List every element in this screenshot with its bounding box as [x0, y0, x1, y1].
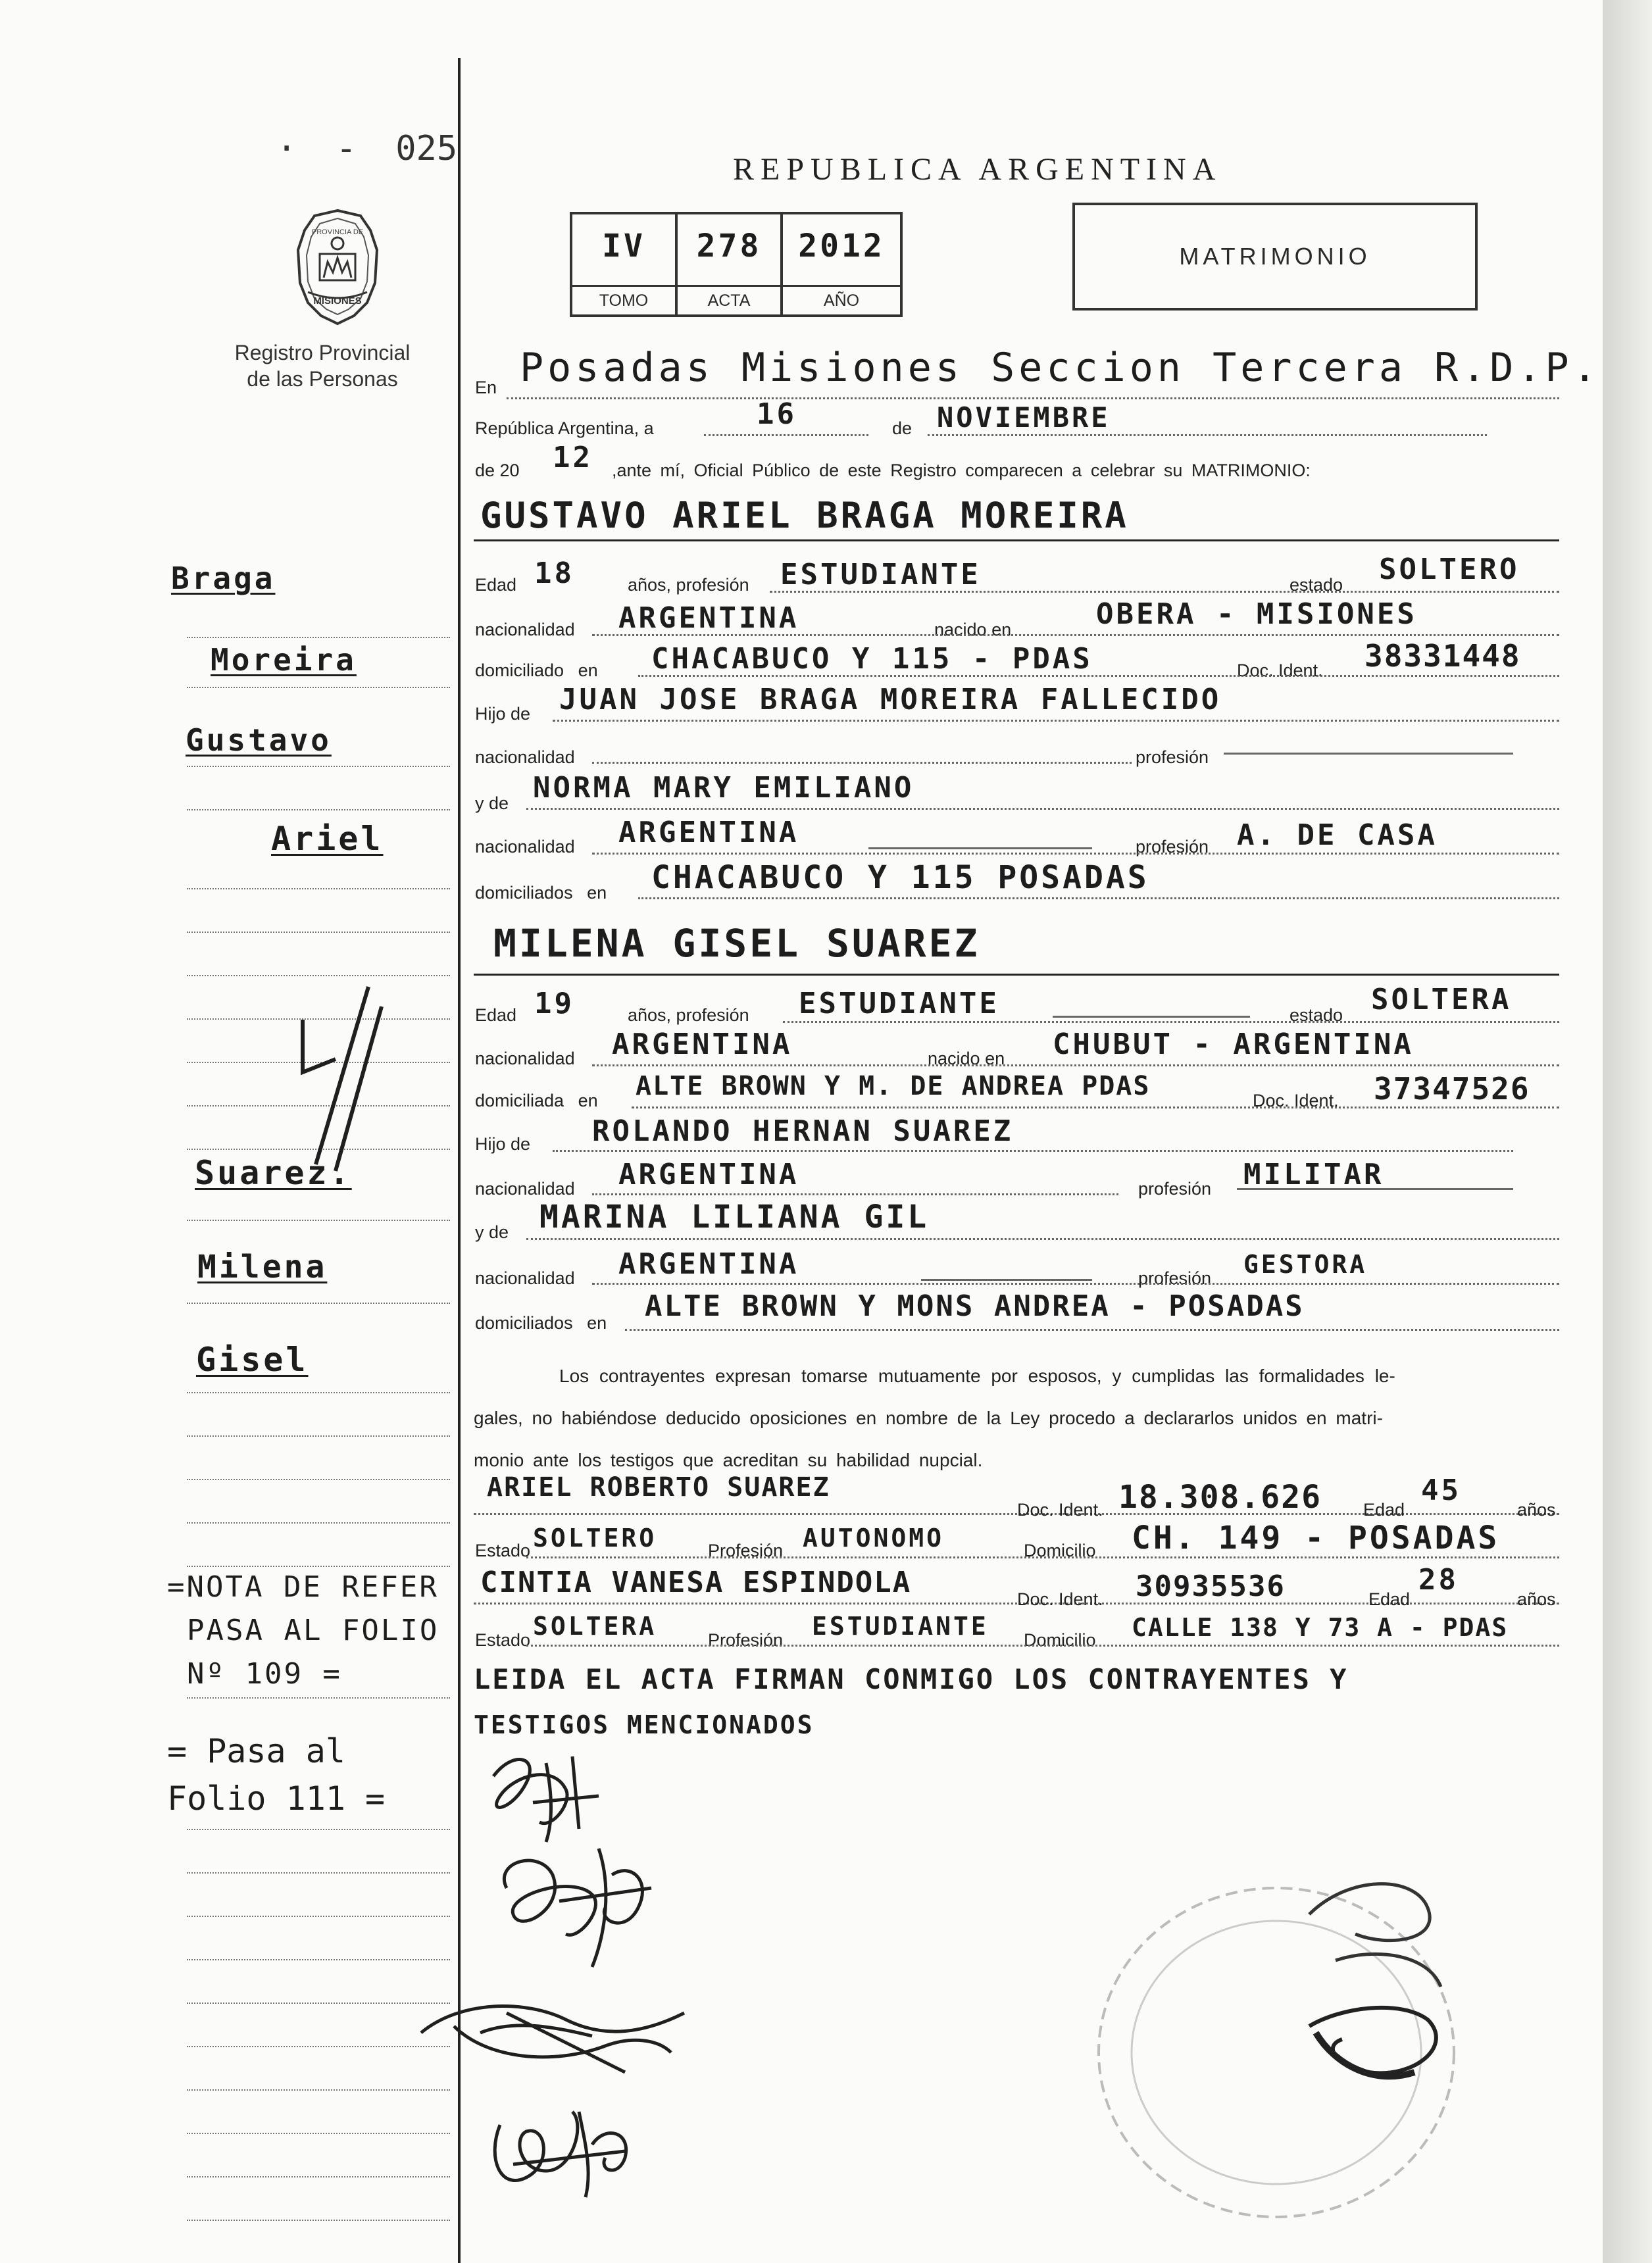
margin-note-2	[167, 1728, 385, 1822]
bride-padres-dom-value: ALTE BROWN Y MONS ANDREA - POSADAS	[645, 1289, 1305, 1323]
margin-rule	[187, 1479, 450, 1480]
declaration-line-3: monio ante los testigos que acreditan su habilidad nupcial.	[474, 1450, 983, 1470]
dotted-line	[592, 1064, 1559, 1066]
bride-nacido-label: nacido en	[928, 1049, 1005, 1068]
margin-note-line-2: PASA AL FOLIO	[187, 1614, 439, 1647]
groom-nacido-label: nacido en	[934, 620, 1012, 639]
margin-rule	[187, 766, 450, 767]
signature-3	[408, 1974, 697, 2085]
dotted-line	[592, 1283, 1559, 1285]
witness2-profesion-label: Profesión	[708, 1630, 784, 1650]
document-type: MATRIMONIO	[1179, 243, 1371, 270]
margin-rule	[187, 2046, 450, 2047]
registry-name	[197, 339, 447, 392]
dotted-line	[526, 1645, 1559, 1647]
groom-domicilio-value: CHACABUCO Y 115 - PDAS	[651, 642, 1093, 676]
dotted-line	[704, 434, 868, 436]
margin-note-line-5: Folio 111 =	[167, 1779, 386, 1818]
witness1-edad-value: 45	[1421, 1474, 1461, 1507]
groom-hijo-label: Hijo de	[475, 704, 531, 724]
margin-bracket-mark	[276, 980, 395, 1178]
witness2-domicilio-value: CALLE 138 Y 73 A - PDAS	[1132, 1613, 1509, 1642]
margin-note-line-4: = Pasa al	[167, 1732, 345, 1770]
groom-padres-dom-label: domiciliados en	[475, 883, 607, 903]
dotted-line	[553, 720, 1559, 722]
bride-padre-nac-label: nacionalidad	[475, 1179, 575, 1199]
dotted-line	[928, 434, 1487, 436]
bride-edad-label: Edad	[475, 1005, 517, 1025]
margin-rule	[187, 1435, 450, 1437]
bride-madre-prof-value: GESTORA	[1243, 1250, 1368, 1279]
groom-edad-label: Edad	[475, 575, 517, 595]
declaration-text	[474, 1355, 1559, 1481]
margin-rule	[187, 1697, 450, 1699]
dotted-line	[868, 847, 1092, 849]
dotted-line	[1224, 753, 1513, 755]
document-type-box	[1072, 203, 1478, 311]
dotted-line	[507, 397, 1559, 399]
margin-rule	[187, 687, 450, 688]
margin-rule	[187, 2002, 450, 2004]
bride-nacionalidad-value: ARGENTINA	[612, 1028, 793, 1061]
groom-padre-nac-label: nacionalidad	[475, 747, 575, 767]
witness2-edad-value: 28	[1418, 1563, 1459, 1597]
bride-doc-value: 37347526	[1374, 1071, 1530, 1107]
tomo-cell	[572, 214, 678, 314]
margin-name-1: Gustavo	[186, 722, 332, 758]
margin-rule	[187, 1303, 450, 1304]
dotted-line	[921, 1279, 1092, 1281]
page-number: · - 025	[276, 129, 458, 168]
dotted-line	[526, 808, 1559, 810]
witness2-name: CINTIA VANESA ESPINDOLA	[480, 1566, 912, 1599]
seal-label-bottom: MISIONES	[313, 295, 362, 307]
bride-padre-prof-label: profesión	[1138, 1179, 1212, 1199]
groom-madre-prof-label: profesión	[1136, 837, 1209, 857]
bride-padre-value: ROLANDO HERNAN SUAREZ	[592, 1114, 1014, 1148]
groom-yde-label: y de	[475, 793, 509, 813]
groom-doc-label: Doc. Ident.	[1237, 660, 1323, 680]
bride-padre-nac-value: ARGENTINA	[618, 1158, 799, 1191]
registry-line-2: de las Personas	[247, 367, 398, 391]
bride-padres-dom-label: domiciliados en	[475, 1313, 607, 1333]
witness1-domicilio-label: Domicilio	[1024, 1541, 1096, 1560]
dotted-line	[474, 974, 1559, 976]
year-prefix-label: de 20	[475, 460, 520, 480]
bride-nacionalidad-label: nacionalidad	[475, 1049, 575, 1068]
witness1-doc-label: Doc. Ident.	[1017, 1500, 1103, 1520]
groom-padres-dom-value: CHACABUCO Y 115 POSADAS	[651, 859, 1149, 896]
groom-madre-nac-label: nacionalidad	[475, 837, 575, 857]
margin-rule	[187, 1522, 450, 1524]
declaration-line-1: Los contrayentes expresan tomarse mutuamente por esposos, y cumplidas las formalidades le-	[559, 1366, 1395, 1386]
margin-rule	[187, 2220, 450, 2221]
dotted-line	[625, 1329, 1559, 1331]
groom-doc-value: 38331448	[1364, 638, 1521, 674]
groom-profesion-value: ESTUDIANTE	[780, 558, 981, 591]
groom-full-name: GUSTAVO ARIEL BRAGA MOREIRA	[480, 495, 1129, 536]
groom-padre-value: JUAN JOSE BRAGA MOREIRA FALLECIDO	[559, 683, 1222, 716]
dotted-line	[638, 675, 1559, 677]
groom-edad-value: 18	[534, 557, 574, 590]
margin-rule	[187, 1392, 450, 1393]
groom-estado-label: estado	[1289, 575, 1343, 595]
statement-text: ,ante mí, Oficial Público de este Registro comparecen a celebrar su MATRIMONIO:	[612, 460, 1311, 480]
closing-line-1: LEIDA EL ACTA FIRMAN CONMIGO LOS CONTRAYENTES Y	[474, 1663, 1349, 1695]
seal-label-top: PROVINCIA DE	[311, 228, 364, 236]
bride-full-name: MILENA GISEL SUAREZ	[493, 921, 980, 966]
witness1-profesion-value: AUTONOMO	[803, 1524, 945, 1553]
margin-rule	[187, 932, 450, 933]
bride-estado-label: estado	[1289, 1005, 1343, 1025]
witness2-edad-label: Edad	[1368, 1589, 1411, 1609]
margin-divider	[458, 58, 461, 2263]
dotted-line	[474, 539, 1559, 541]
margin-surname-1: Braga	[171, 560, 276, 596]
page-edge	[1603, 0, 1652, 2263]
signature-4	[474, 2085, 645, 2204]
dotted-line	[632, 1107, 1559, 1108]
witness1-estado-label: Estado	[475, 1541, 531, 1560]
ano-value: 2012	[798, 228, 885, 264]
acta-cell	[678, 214, 783, 314]
margin-rule	[187, 1829, 450, 1830]
groom-padre-prof-label: profesión	[1136, 747, 1209, 767]
dotted-line	[553, 1150, 1513, 1152]
witness2-anos-label: años	[1517, 1589, 1556, 1609]
closing-line-2: TESTIGOS MENCIONADOS	[474, 1710, 814, 1739]
republica-label: República Argentina, a	[475, 418, 654, 438]
dotted-line	[592, 1193, 1118, 1195]
signature-2	[480, 1835, 678, 1980]
dotted-line	[1237, 1188, 1513, 1190]
registry-line-1: Registro Provincial	[234, 341, 411, 364]
margin-rule	[187, 888, 450, 889]
bride-anos-label: años, profesión	[628, 1005, 749, 1025]
groom-madre-value: NORMA MARY EMILIANO	[533, 771, 914, 805]
witness2-estado-label: Estado	[475, 1630, 531, 1650]
margin-rule	[187, 1959, 450, 1960]
ano-label: AÑO	[783, 285, 900, 314]
witness2-profesion-value: ESTUDIANTE	[812, 1612, 989, 1641]
witness1-estado-value: SOLTERO	[533, 1524, 657, 1553]
bride-madre-nac-value: ARGENTINA	[618, 1247, 799, 1281]
margin-bride-name-2: Gisel	[196, 1341, 309, 1379]
bride-padre-prof-value: MILITAR	[1243, 1158, 1384, 1191]
reference-box	[570, 212, 903, 317]
dotted-line	[592, 634, 1559, 636]
declaration-line-2: gales, no habiéndose deducido oposiciones en nombre de la Ley procedo a declararlos unidos en matri-	[474, 1408, 1383, 1428]
bride-doc-label: Doc. Ident.	[1253, 1091, 1339, 1110]
official-stamp	[1059, 1835, 1533, 2230]
misiones-seal-logo	[262, 204, 413, 329]
margin-surname-2: Moreira	[211, 642, 357, 678]
witness2-doc-label: Doc. Ident.	[1017, 1589, 1103, 1609]
tomo-label: TOMO	[572, 285, 675, 314]
groom-nacido-value: OBERA - MISIONES	[1096, 597, 1417, 631]
acta-value: 278	[696, 228, 762, 264]
witness1-domicilio-value: CH. 149 - POSADAS	[1132, 1520, 1500, 1556]
acta-label: ACTA	[678, 285, 780, 314]
bride-domicilio-label: domiciliada en	[475, 1091, 598, 1110]
dotted-line	[770, 591, 1559, 593]
margin-bride-name-1: Milena	[197, 1249, 328, 1285]
day-value: 16	[757, 397, 797, 431]
margin-rule	[187, 975, 450, 976]
margin-note-line-1: =NOTA DE REFER	[167, 1570, 439, 1604]
dotted-line	[592, 762, 1132, 764]
groom-domicilio-label: domiciliado en	[475, 660, 598, 680]
bride-edad-value: 19	[534, 987, 574, 1020]
dotted-line	[1053, 1016, 1250, 1018]
place-value: Posadas Misiones Seccion Tercera R.D.P.	[520, 345, 1601, 391]
margin-rule	[187, 1220, 450, 1221]
dotted-line	[526, 1238, 1559, 1240]
bride-nacido-value: CHUBUT - ARGENTINA	[1053, 1028, 1414, 1061]
margin-bride-surname: Suarez.	[195, 1154, 352, 1192]
dotted-line	[638, 897, 1559, 899]
bride-madre-nac-label: nacionalidad	[475, 1268, 575, 1288]
de-label: de	[892, 418, 913, 438]
witness1-edad-label: Edad	[1363, 1500, 1405, 1520]
groom-madre-prof-value: A. DE CASA	[1237, 818, 1438, 852]
margin-rule	[187, 1872, 450, 1874]
margin-rule	[187, 2176, 450, 2177]
dotted-line	[783, 1021, 1559, 1023]
witness1-doc-value: 18.308.626	[1118, 1479, 1322, 1516]
witness2-domicilio-label: Domicilio	[1024, 1630, 1096, 1650]
groom-estado-value: SOLTERO	[1379, 553, 1520, 586]
bride-domicilio-value: ALTE BROWN Y M. DE ANDREA PDAS	[636, 1071, 1151, 1101]
country-title: REPUBLICA ARGENTINA	[733, 152, 1222, 187]
groom-nacionalidad-value: ARGENTINA	[618, 601, 799, 635]
margin-rule	[187, 637, 450, 638]
bride-madre-prof-label: profesión	[1138, 1268, 1212, 1288]
margin-rule	[187, 2089, 450, 2091]
en-label: En	[475, 378, 497, 397]
witness1-profesion-label: Profesión	[708, 1541, 784, 1560]
bride-hijo-label: Hijo de	[475, 1134, 531, 1154]
witness2-estado-value: SOLTERA	[533, 1612, 657, 1641]
margin-rule	[187, 2133, 450, 2134]
bride-yde-label: y de	[475, 1222, 509, 1242]
groom-anos-label: años, profesión	[628, 575, 749, 595]
groom-nacionalidad-label: nacionalidad	[475, 620, 575, 639]
witness2-doc-value: 30935536	[1136, 1570, 1286, 1603]
tomo-value: IV	[602, 228, 645, 264]
margin-name-2: Ariel	[271, 820, 384, 858]
dotted-line	[526, 1556, 1559, 1558]
margin-note	[167, 1566, 439, 1696]
witness1-name: ARIEL ROBERTO SUAREZ	[487, 1472, 830, 1503]
bride-profesion-value: ESTUDIANTE	[799, 987, 999, 1020]
bride-estado-value: SOLTERA	[1371, 983, 1512, 1016]
witness1-anos-label: años	[1517, 1500, 1556, 1520]
groom-madre-nac-value: ARGENTINA	[618, 816, 799, 849]
month-value: NOVIEMBRE	[937, 401, 1111, 434]
dotted-line	[592, 853, 1559, 855]
margin-note-line-3: Nº 109 =	[187, 1657, 342, 1691]
bride-madre-value: MARINA LILIANA GIL	[539, 1199, 930, 1235]
year-value: 12	[553, 441, 593, 474]
margin-rule	[187, 1916, 450, 1917]
margin-rule	[187, 809, 450, 810]
ano-cell	[783, 214, 900, 314]
